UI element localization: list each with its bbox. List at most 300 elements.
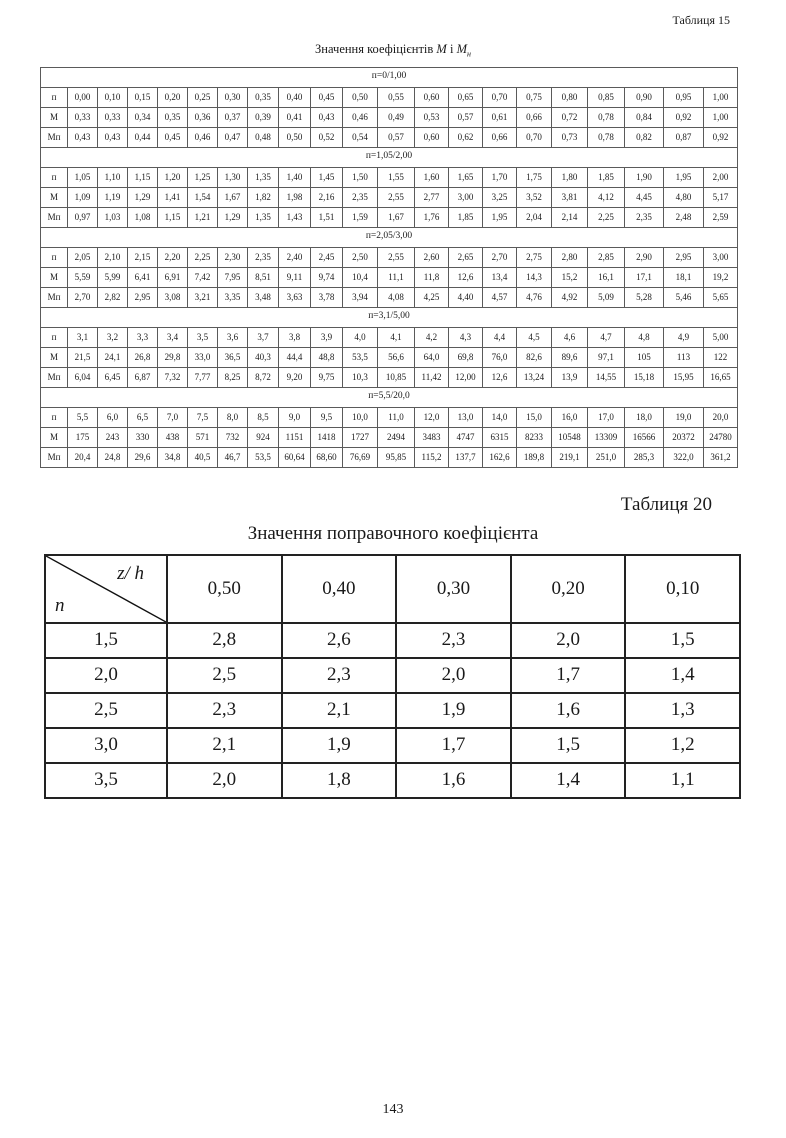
- table15-cell: 0,35: [158, 107, 188, 127]
- table20-column-header: 0,20: [511, 555, 626, 623]
- table15-cell: 122: [704, 347, 738, 367]
- table15-cell: 1,85: [449, 207, 483, 227]
- table20-cell: 1,6: [511, 693, 626, 728]
- table15-cell: 15,95: [664, 367, 704, 387]
- table15-cell: 1,98: [279, 187, 311, 207]
- table20-cell: 1,1: [625, 763, 740, 798]
- table20-n-value: 3,5: [45, 763, 167, 798]
- table15-cell: 0,43: [98, 127, 128, 147]
- table15-cell: 5,00: [704, 327, 738, 347]
- table15-cell: 1,19: [98, 187, 128, 207]
- table15-cell: 438: [158, 427, 188, 447]
- table20-cell: 2,5: [167, 658, 282, 693]
- table15-row-label: п: [41, 167, 68, 187]
- table15-cell: 56,6: [378, 347, 415, 367]
- table20-column-header: 0,50: [167, 555, 282, 623]
- table15-cell: 3,78: [311, 287, 343, 307]
- table15-cell: 68,60: [311, 447, 343, 467]
- table15-cell: 1,29: [128, 187, 158, 207]
- table20-cell: 2,8: [167, 623, 282, 658]
- table20-row: [45, 763, 740, 798]
- table20-cell: 2,1: [282, 693, 397, 728]
- table15-cell: 5,99: [98, 267, 128, 287]
- table15-cell: 0,36: [188, 107, 218, 127]
- table15-cell: 2,95: [664, 247, 704, 267]
- table15-cell: 3,25: [483, 187, 517, 207]
- table15-cell: 64,0: [415, 347, 449, 367]
- table15-cell: 4,0: [343, 327, 378, 347]
- table15-cell: 3,7: [248, 327, 279, 347]
- table20-cell: 2,3: [167, 693, 282, 728]
- table15-cell: 0,82: [625, 127, 664, 147]
- table15-cell: 0,10: [98, 87, 128, 107]
- table15-cell: 1,82: [248, 187, 279, 207]
- table15-cell: 40,3: [248, 347, 279, 367]
- table15-cell: 0,49: [378, 107, 415, 127]
- table15-cell: 4,3: [449, 327, 483, 347]
- table15-cell: 0,75: [517, 87, 552, 107]
- table15-section-header: п=5,5/20,0: [41, 387, 738, 407]
- table15-cell: 10,4: [343, 267, 378, 287]
- table15-cell: 13,9: [552, 367, 588, 387]
- table15-cell: 20,4: [68, 447, 98, 467]
- table20-cell: 1,4: [625, 658, 740, 693]
- table15-cell: 20372: [664, 427, 704, 447]
- table15-cell: 9,11: [279, 267, 311, 287]
- table15-row-label: М: [41, 107, 68, 127]
- table20-cell: 1,9: [282, 728, 397, 763]
- table15-cell: 24,8: [98, 447, 128, 467]
- table15-cell: 0,50: [343, 87, 378, 107]
- table15-section-header-row: [41, 387, 738, 407]
- table20-corner-cell: [45, 555, 167, 623]
- table15-row: [41, 427, 738, 447]
- table15-cell: 3,9: [311, 327, 343, 347]
- table15-cell: 1,65: [449, 167, 483, 187]
- table15-cell: 1,15: [158, 207, 188, 227]
- table15-cell: 0,87: [664, 127, 704, 147]
- table15-cell: 4,6: [552, 327, 588, 347]
- table20-row: [45, 693, 740, 728]
- table15-cell: 40,5: [188, 447, 218, 467]
- table15-cell: 219,1: [552, 447, 588, 467]
- table15-cell: 0,72: [552, 107, 588, 127]
- table15-row: [41, 287, 738, 307]
- table15-cell: 330: [128, 427, 158, 447]
- table15-cell: 20,0: [704, 407, 738, 427]
- table15-row-label: п: [41, 407, 68, 427]
- table15-cell: 12,0: [415, 407, 449, 427]
- table15-cell: 0,62: [449, 127, 483, 147]
- table15-row: [41, 447, 738, 467]
- table15-cell: 6,5: [128, 407, 158, 427]
- table20-cell: 1,5: [625, 623, 740, 658]
- table15-row-label: Мп: [41, 287, 68, 307]
- table15-cell: 0,40: [279, 87, 311, 107]
- table15-cell: 9,75: [311, 367, 343, 387]
- table15-cell: 0,97: [68, 207, 98, 227]
- table15-cell: 6,04: [68, 367, 98, 387]
- table15-cell: 1,20: [158, 167, 188, 187]
- table15-cell: 33,0: [188, 347, 218, 367]
- table15-cell: 0,34: [128, 107, 158, 127]
- table15-cell: 1,70: [483, 167, 517, 187]
- table15-cell: 0,00: [68, 87, 98, 107]
- table15-cell: 0,65: [449, 87, 483, 107]
- table20-column-header: 0,10: [625, 555, 740, 623]
- table15-cell: 2,35: [343, 187, 378, 207]
- table15-cell: 10548: [552, 427, 588, 447]
- table15-cell: 0,30: [218, 87, 248, 107]
- table15-cell: 0,43: [311, 107, 343, 127]
- table15-cell: 4,2: [415, 327, 449, 347]
- table15-row: [41, 407, 738, 427]
- table15-cell: 2,55: [378, 247, 415, 267]
- table15-cell: 6,91: [158, 267, 188, 287]
- table15-cell: 76,69: [343, 447, 378, 467]
- table15-row: [41, 347, 738, 367]
- table15-cell: 2,77: [415, 187, 449, 207]
- table15-cell: 322,0: [664, 447, 704, 467]
- table15-cell: 0,54: [343, 127, 378, 147]
- table15-cell: 2,45: [311, 247, 343, 267]
- table15-cell: 6,87: [128, 367, 158, 387]
- table15-cell: 3,63: [279, 287, 311, 307]
- table15-cell: 5,46: [664, 287, 704, 307]
- table15-cell: 2,25: [188, 247, 218, 267]
- table15-row-label: М: [41, 187, 68, 207]
- table15-row: [41, 167, 738, 187]
- table15-cell: 19,0: [664, 407, 704, 427]
- table20-cell: 1,7: [396, 728, 511, 763]
- table15-cell: 0,52: [311, 127, 343, 147]
- table15-cell: 29,8: [158, 347, 188, 367]
- table15-row: [41, 247, 738, 267]
- table15-cell: 0,48: [248, 127, 279, 147]
- table15-cell: 9,0: [279, 407, 311, 427]
- table15-cell: 2,80: [552, 247, 588, 267]
- table15-cell: 0,46: [343, 107, 378, 127]
- table15-cell: 3,8: [279, 327, 311, 347]
- table20-cell: 1,5: [511, 728, 626, 763]
- table15-cell: 0,90: [625, 87, 664, 107]
- table15-cell: 9,5: [311, 407, 343, 427]
- table15-cell: 3,00: [449, 187, 483, 207]
- table15-cell: 2,65: [449, 247, 483, 267]
- table15-cell: 2,50: [343, 247, 378, 267]
- table15-cell: 16,1: [588, 267, 625, 287]
- table15-cell: 285,3: [625, 447, 664, 467]
- table15-cell: 76,0: [483, 347, 517, 367]
- table15-cell: 2,10: [98, 247, 128, 267]
- table15-cell: 44,4: [279, 347, 311, 367]
- table15-cell: 0,50: [279, 127, 311, 147]
- correction-coefficient-table: [44, 554, 741, 799]
- table15-cell: 8,51: [248, 267, 279, 287]
- table15-cell: 1,30: [218, 167, 248, 187]
- table15-cell: 3,52: [517, 187, 552, 207]
- table15-cell: 2,48: [664, 207, 704, 227]
- table15-cell: 2,25: [588, 207, 625, 227]
- table15-cell: 18,0: [625, 407, 664, 427]
- table15-cell: 1,41: [158, 187, 188, 207]
- table15-cell: 0,92: [664, 107, 704, 127]
- table15-cell: 105: [625, 347, 664, 367]
- table15-cell: 0,41: [279, 107, 311, 127]
- table15-cell: 0,95: [664, 87, 704, 107]
- table20-row: [45, 623, 740, 658]
- table15-cell: 3,00: [704, 247, 738, 267]
- table15-row-label: М: [41, 427, 68, 447]
- table15-cell: 4,12: [588, 187, 625, 207]
- table15-cell: 0,57: [378, 127, 415, 147]
- table15-cell: 162,6: [483, 447, 517, 467]
- table15-cell: 1,35: [248, 207, 279, 227]
- table15-cell: 0,45: [311, 87, 343, 107]
- table15-cell: 10,3: [343, 367, 378, 387]
- table15-cell: 2494: [378, 427, 415, 447]
- table15-cell: 2,59: [704, 207, 738, 227]
- table15-section-header-row: [41, 147, 738, 167]
- table15-cell: 2,15: [128, 247, 158, 267]
- table15-row-label: Мп: [41, 447, 68, 467]
- table15-cell: 9,20: [279, 367, 311, 387]
- table15-cell: 1,80: [552, 167, 588, 187]
- table15-cell: 113: [664, 347, 704, 367]
- table15-section-header: п=0/1,00: [41, 67, 738, 87]
- table15-cell: 13309: [588, 427, 625, 447]
- table15-cell: 3,2: [98, 327, 128, 347]
- table15-row-label: п: [41, 327, 68, 347]
- table15-cell: 19,2: [704, 267, 738, 287]
- table15-cell: 2,82: [98, 287, 128, 307]
- table15-cell: 0,33: [68, 107, 98, 127]
- table15-cell: 16,0: [552, 407, 588, 427]
- table15-cell: 97,1: [588, 347, 625, 367]
- table20-cell: 2,3: [282, 658, 397, 693]
- table15-cell: 60,64: [279, 447, 311, 467]
- table15-cell: 0,44: [128, 127, 158, 147]
- table15-cell: 4,08: [378, 287, 415, 307]
- table20-n-value: 2,0: [45, 658, 167, 693]
- table20-cell: 1,4: [511, 763, 626, 798]
- table15-cell: 4,1: [378, 327, 415, 347]
- table15-cell: 12,6: [483, 367, 517, 387]
- table15-cell: 4,5: [517, 327, 552, 347]
- table15-cell: 13,4: [483, 267, 517, 287]
- table15-cell: 0,70: [517, 127, 552, 147]
- table15-cell: 8233: [517, 427, 552, 447]
- table15-cell: 1151: [279, 427, 311, 447]
- table15-cell: 15,18: [625, 367, 664, 387]
- table15-title-conjunction: і: [446, 42, 457, 56]
- table15-cell: 26,8: [128, 347, 158, 367]
- table15-cell: 17,1: [625, 267, 664, 287]
- table15-cell: 0,85: [588, 87, 625, 107]
- table15-cell: 16566: [625, 427, 664, 447]
- table15-cell: 0,66: [483, 127, 517, 147]
- table20-column-header: 0,40: [282, 555, 397, 623]
- table15-cell: 189,8: [517, 447, 552, 467]
- table15-cell: 1,50: [343, 167, 378, 187]
- table15-cell: 1,55: [378, 167, 415, 187]
- table15-row-label: М: [41, 267, 68, 287]
- table15-cell: 1,15: [128, 167, 158, 187]
- table15-cell: 1,60: [415, 167, 449, 187]
- table15-cell: 2,20: [158, 247, 188, 267]
- table15-cell: 6315: [483, 427, 517, 447]
- table15-cell: 0,55: [378, 87, 415, 107]
- table15-cell: 3,21: [188, 287, 218, 307]
- table15-cell: 1,76: [415, 207, 449, 227]
- table15-cell: 5,28: [625, 287, 664, 307]
- table15-cell: 0,73: [552, 127, 588, 147]
- table15-cell: 1,85: [588, 167, 625, 187]
- table15-cell: 5,17: [704, 187, 738, 207]
- table15-cell: 1,54: [188, 187, 218, 207]
- table15-cell: 2,90: [625, 247, 664, 267]
- table15-cell: 3,1: [68, 327, 98, 347]
- table15-cell: 3,94: [343, 287, 378, 307]
- table15-cell: 0,78: [588, 107, 625, 127]
- table15-row: [41, 367, 738, 387]
- table15-cell: 11,1: [378, 267, 415, 287]
- table15-cell: 2,16: [311, 187, 343, 207]
- table20-cell: 2,0: [167, 763, 282, 798]
- table15-cell: 0,53: [415, 107, 449, 127]
- table15-cell: 5,5: [68, 407, 98, 427]
- table15-cell: 12,6: [449, 267, 483, 287]
- mn-symbol: $М_н$: [456, 42, 471, 59]
- table15-cell: 1,25: [188, 167, 218, 187]
- table15-cell: 732: [218, 427, 248, 447]
- table15-row-label: Мп: [41, 367, 68, 387]
- table15-cell: 11,42: [415, 367, 449, 387]
- table15-cell: 4,80: [664, 187, 704, 207]
- table15-cell: 4,9: [664, 327, 704, 347]
- table15-cell: 4,57: [483, 287, 517, 307]
- table15-cell: 1727: [343, 427, 378, 447]
- table15-cell: 4,8: [625, 327, 664, 347]
- table15-cell: 243: [98, 427, 128, 447]
- table15-cell: 13,0: [449, 407, 483, 427]
- table15-cell: 0,70: [483, 87, 517, 107]
- table15-cell: 0,20: [158, 87, 188, 107]
- table15-cell: 571: [188, 427, 218, 447]
- table15-cell: 3,3: [128, 327, 158, 347]
- table15-cell: 0,39: [248, 107, 279, 127]
- table15-cell: 11,0: [378, 407, 415, 427]
- table15-section-header: п=2,05/3,00: [41, 227, 738, 247]
- table15-cell: 6,45: [98, 367, 128, 387]
- table15-cell: 7,77: [188, 367, 218, 387]
- table15-cell: 2,85: [588, 247, 625, 267]
- table15-cell: 3,48: [248, 287, 279, 307]
- table15-cell: 0,33: [98, 107, 128, 127]
- table15-cell: 1,09: [68, 187, 98, 207]
- table15-cell: 4,40: [449, 287, 483, 307]
- table15-cell: 1,75: [517, 167, 552, 187]
- table20-n-value: 3,0: [45, 728, 167, 763]
- table15-cell: 4,45: [625, 187, 664, 207]
- table15-cell: 4,4: [483, 327, 517, 347]
- table15-section-header: п=1,05/2,00: [41, 147, 738, 167]
- corner-label-zh: z/ h: [117, 562, 144, 584]
- table15-cell: 5,65: [704, 287, 738, 307]
- table20-cell: 1,7: [511, 658, 626, 693]
- table15-cell: 0,60: [415, 87, 449, 107]
- table15-cell: 3483: [415, 427, 449, 447]
- table15-cell: 2,40: [279, 247, 311, 267]
- table15-cell: 2,55: [378, 187, 415, 207]
- table15-cell: 8,25: [218, 367, 248, 387]
- table15-cell: 8,5: [248, 407, 279, 427]
- table15-cell: 1418: [311, 427, 343, 447]
- table15-cell: 3,6: [218, 327, 248, 347]
- table15-cell: 137,7: [449, 447, 483, 467]
- table15-cell: 0,37: [218, 107, 248, 127]
- table15-cell: 0,57: [449, 107, 483, 127]
- table15-cell: 0,61: [483, 107, 517, 127]
- table15-cell: 3,4: [158, 327, 188, 347]
- table15-cell: 1,95: [664, 167, 704, 187]
- table15-cell: 1,40: [279, 167, 311, 187]
- table15-cell: 9,74: [311, 267, 343, 287]
- table15-cell: 48,8: [311, 347, 343, 367]
- table15-cell: 11,8: [415, 267, 449, 287]
- table15-cell: 29,6: [128, 447, 158, 467]
- table15-cell: 7,32: [158, 367, 188, 387]
- table15-cell: 4,25: [415, 287, 449, 307]
- table15-cell: 1,03: [98, 207, 128, 227]
- table15-cell: 2,60: [415, 247, 449, 267]
- table15-cell: 1,95: [483, 207, 517, 227]
- table15-cell: 0,47: [218, 127, 248, 147]
- table15-cell: 115,2: [415, 447, 449, 467]
- table15-cell: 6,0: [98, 407, 128, 427]
- table15-cell: 1,10: [98, 167, 128, 187]
- table15-cell: 4,7: [588, 327, 625, 347]
- table15-cell: 0,92: [704, 127, 738, 147]
- table15-cell: 0,84: [625, 107, 664, 127]
- table15-cell: 3,08: [158, 287, 188, 307]
- table20-n-value: 1,5: [45, 623, 167, 658]
- table15-cell: 7,5: [188, 407, 218, 427]
- table20-cell: 1,8: [282, 763, 397, 798]
- table20-row: [45, 728, 740, 763]
- table20-cell: 2,0: [396, 658, 511, 693]
- table20-cell: 1,2: [625, 728, 740, 763]
- table15-row: [41, 207, 738, 227]
- table20-cell: 2,6: [282, 623, 397, 658]
- table15-section-header: п=3,1/5,00: [41, 307, 738, 327]
- table15-cell: 0,66: [517, 107, 552, 127]
- table15-cell: 14,55: [588, 367, 625, 387]
- table15-label: Таблиця 15: [672, 13, 730, 27]
- table15-cell: 1,43: [279, 207, 311, 227]
- table20-cell: 1,6: [396, 763, 511, 798]
- table15-cell: 17,0: [588, 407, 625, 427]
- table15-cell: 10,0: [343, 407, 378, 427]
- table15-cell: 0,46: [188, 127, 218, 147]
- table15-cell: 34,8: [158, 447, 188, 467]
- table15-row: [41, 327, 738, 347]
- table15-cell: 4,92: [552, 287, 588, 307]
- table15-cell: 2,75: [517, 247, 552, 267]
- table15-cell: 2,70: [68, 287, 98, 307]
- table15-cell: 4,76: [517, 287, 552, 307]
- table15-cell: 0,80: [552, 87, 588, 107]
